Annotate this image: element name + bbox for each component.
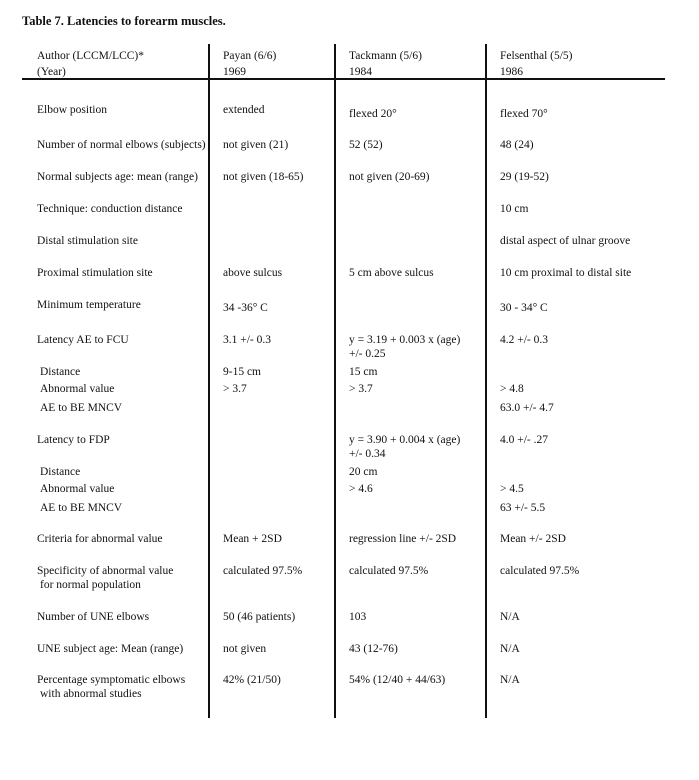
table-cell: regression line +/- 2SD — [349, 533, 457, 545]
table-cell: 30 - 34° C — [500, 302, 548, 314]
table-cell: > 3.7 — [349, 383, 373, 395]
table-cell: 103 — [349, 611, 367, 623]
table-cell: flexed 20° — [349, 108, 397, 120]
table-cell: Percentage symptomatic elbows — [37, 674, 186, 686]
table-cell: not given (20-69) — [349, 171, 430, 183]
table-cell: 54% (12/40 + 44/63) — [349, 674, 446, 686]
table-cell: Number of normal elbows (subjects) — [37, 139, 206, 151]
table-cell: N/A — [500, 674, 520, 686]
table-cell: Technique: conduction distance — [37, 203, 183, 215]
table-cell: y = 3.90 + 0.004 x (age) — [349, 434, 461, 446]
table-cell: > 4.6 — [349, 483, 373, 495]
table-cell: 5 cm above sulcus — [349, 267, 434, 279]
table-cell: AE to BE MNCV — [40, 502, 123, 514]
table-cell: 63.0 +/- 4.7 — [500, 402, 554, 414]
table-cell: Distal stimulation site — [37, 235, 138, 247]
table-cell: Criteria for abnormal value — [37, 533, 163, 545]
table-cell: > 3.7 — [223, 383, 247, 395]
table-cell: Latency AE to FCU — [37, 334, 129, 346]
table-cell: N/A — [500, 643, 520, 655]
column-divider-2 — [334, 44, 336, 718]
column-divider-3 — [485, 44, 487, 718]
header-rule — [22, 78, 665, 80]
table-cell: 9-15 cm — [223, 366, 262, 378]
table-cell: 20 cm — [349, 466, 378, 478]
table-cell: 63 +/- 5.5 — [500, 502, 546, 514]
table-cell: +/- 0.25 — [349, 348, 386, 360]
header-year: (Year) — [37, 66, 66, 78]
table-cell: UNE subject age: Mean (range) — [37, 643, 184, 655]
table-cell: with abnormal studies — [40, 688, 142, 700]
table-cell: Mean + 2SD — [223, 533, 282, 545]
table-cell: Mean +/- 2SD — [500, 533, 566, 545]
table-cell: Normal subjects age: mean (range) — [37, 171, 198, 183]
table-cell: not given (18-65) — [223, 171, 304, 183]
table-cell: distal aspect of ulnar groove — [500, 235, 631, 247]
table-cell: Elbow position — [37, 104, 107, 116]
table-cell: Specificity of abnormal value — [37, 565, 174, 577]
table-cell: 48 (24) — [500, 139, 534, 151]
header-felsenthal-year: 1986 — [500, 66, 523, 78]
header-felsenthal: Felsenthal (5/5) — [500, 50, 573, 62]
table-cell: AE to BE MNCV — [40, 402, 123, 414]
table-cell: 42% (21/50) — [223, 674, 281, 686]
table-cell: 50 (46 patients) — [223, 611, 296, 623]
table-cell: calculated 97.5% — [223, 565, 303, 577]
table-cell: Proximal stimulation site — [37, 267, 153, 279]
table-cell: flexed 70° — [500, 108, 548, 120]
table-cell: > 4.5 — [500, 483, 524, 495]
table-cell: Minimum temperature — [37, 299, 141, 311]
table-cell: 52 (52) — [349, 139, 383, 151]
header-author: Author (LCCM/LCC)* — [37, 50, 145, 62]
table-cell: 15 cm — [349, 366, 378, 378]
table-cell: 43 (12-76) — [349, 643, 398, 655]
table-cell: N/A — [500, 611, 520, 623]
table-cell: for normal population — [40, 579, 141, 591]
table-cell: 29 (19-52) — [500, 171, 549, 183]
column-divider-1 — [208, 44, 210, 718]
table-cell: Latency to FDP — [37, 434, 110, 446]
table-cell: calculated 97.5% — [500, 565, 580, 577]
header-payan: Payan (6/6) — [223, 50, 277, 62]
table-cell: 10 cm — [500, 203, 529, 215]
table-cell: 10 cm proximal to distal site — [500, 267, 632, 279]
table-cell: calculated 97.5% — [349, 565, 429, 577]
table-cell: not given (21) — [223, 139, 289, 151]
table-cell: Distance — [40, 466, 81, 478]
header-payan-year: 1969 — [223, 66, 246, 78]
header-tackmann-year: 1984 — [349, 66, 372, 78]
table-cell: above sulcus — [223, 267, 283, 279]
header-tackmann: Tackmann (5/6) — [349, 50, 422, 62]
table-cell: Distance — [40, 366, 81, 378]
table-cell: 34 -36° C — [223, 302, 268, 314]
table-cell: 4.0 +/- .27 — [500, 434, 549, 446]
table-cell: y = 3.19 + 0.003 x (age) — [349, 334, 461, 346]
table-cell: 3.1 +/- 0.3 — [223, 334, 272, 346]
table-cell: +/- 0.34 — [349, 448, 386, 460]
table-title: Table 7. Latencies to forearm muscles. — [22, 14, 226, 28]
table-cell: extended — [223, 104, 265, 116]
table-cell: > 4.8 — [500, 383, 524, 395]
table-cell: Abnormal value — [40, 483, 115, 495]
table-cell: not given — [223, 643, 267, 655]
table-cell: Abnormal value — [40, 383, 115, 395]
table-cell: Number of UNE elbows — [37, 611, 150, 623]
table-cell: 4.2 +/- 0.3 — [500, 334, 549, 346]
